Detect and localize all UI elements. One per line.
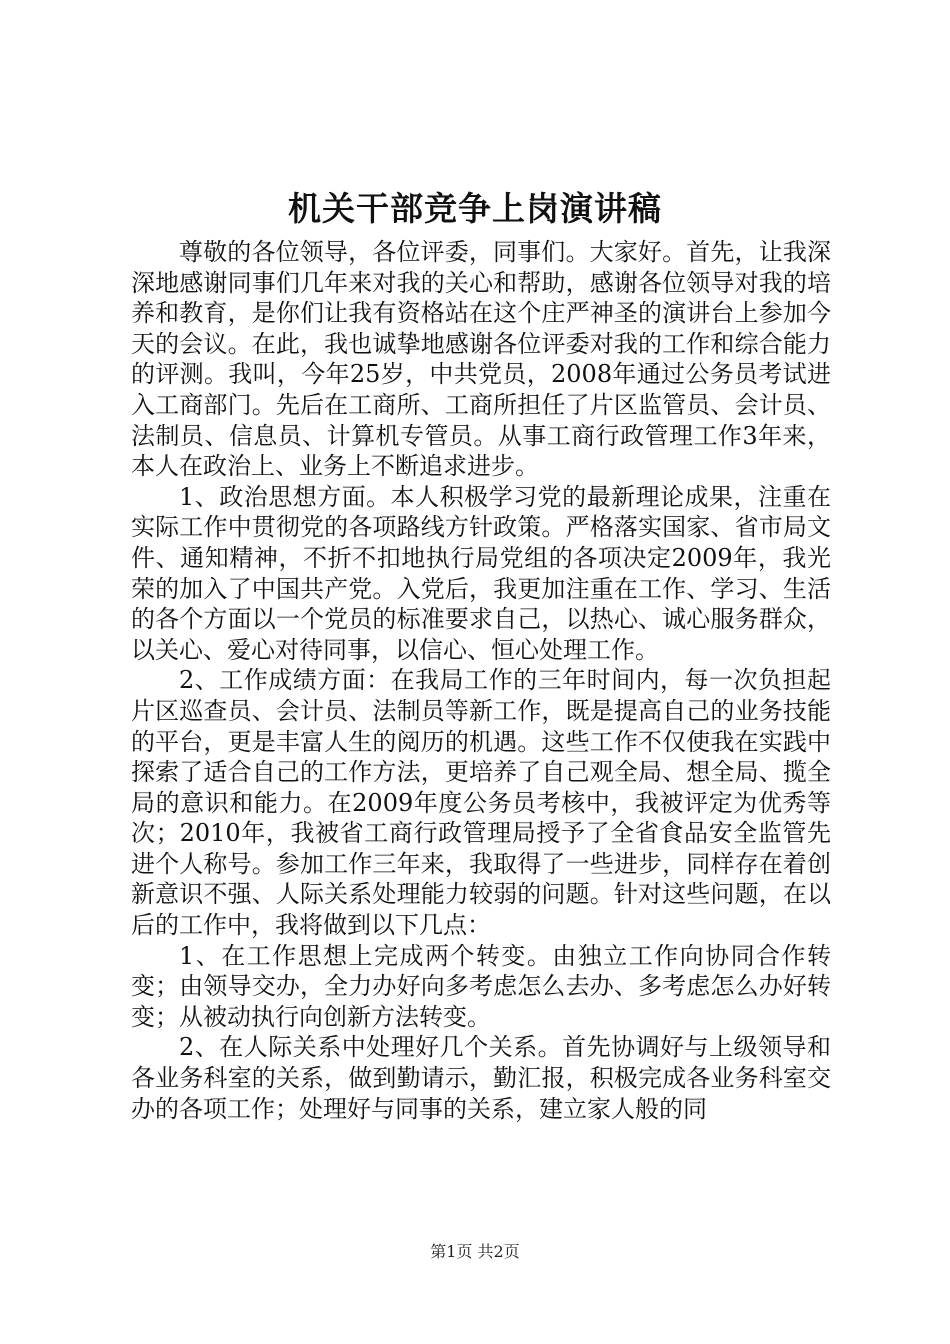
document-title: 机关干部竞争上岗演讲稿 [288, 189, 662, 228]
paragraph-intro: 尊敬的各位领导，各位评委，同事们。大家好。首先，让我深深地感谢同事们几年来对我的关心和帮助，感谢各位领导对我的培养和教育，是你们让我有资格站在这个庄严神圣的演讲台上参加今天的会议。在此，我也诚挚地感谢各位评委对我的工作和综合能力的评测。我叫，今年25岁，中共党员，2008年通过公务员考试进入工商部门。先后在工商所、工商所担任了片区监管员、会计员、法制员、信息员、计算机专管员。从事工商行政管理工作3年来，本人在政治上、业务上不断追求进步。 [131, 238, 831, 481]
paragraph-mindset: 1、在工作思想上完成两个转变。由独立工作向协同合作转变；由领导交办，全力办好向多考虑怎么去办、多考虑怎么办好转变；从被动执行向创新方法转变。 [131, 941, 831, 1031]
page-footer: 第1页 共2页 [430, 1242, 520, 1261]
paragraph-achievements: 2、工作成绩方面：在我局工作的三年时间内，每一次负担起片区巡查员、会计员、法制员等新工作，既是提高自己的业务技能的平台，更是丰富人生的阅历的机遇。这些工作不仅使我在实践中探索了适合自己的工作方法，更培养了自己观全局、想全局、揽全局的意识和能力。在2009年度公务员考核中，我被评定为优秀等次；2010年，我被省工商行政管理局授予了全省食品安全监管先进个人称号。参加工作三年来，我取得了一些进步，同样存在着创新意识不强、人际关系处理能力较弱的问题。针对这些问题，在以后的工作中，我将做到以下几点： [131, 666, 831, 940]
paragraph-relationships: 2、在人际关系中处理好几个关系。首先协调好与上级领导和各业务科室的关系，做到勤请示，勤汇报，积极完成各业务科室交办的各项工作；处理好与同事的关系，建立家人般的同 [131, 1033, 831, 1123]
paragraph-political: 1、政治思想方面。本人积极学习党的最新理论成果，注重在实际工作中贯彻党的各项路线方针政策。严格落实国家、省市局文件、通知精神，不折不扣地执行局党组的各项决定2009年，我光荣的加入了中国共产党。入党后，我更加注重在工作、学习、生活的各个方面以一个党员的标准要求自己，以热心、诚心服务群众，以关心、爱心对待同事，以信心、恒心处理工作。 [131, 482, 831, 664]
document-body [131, 237, 831, 1124]
